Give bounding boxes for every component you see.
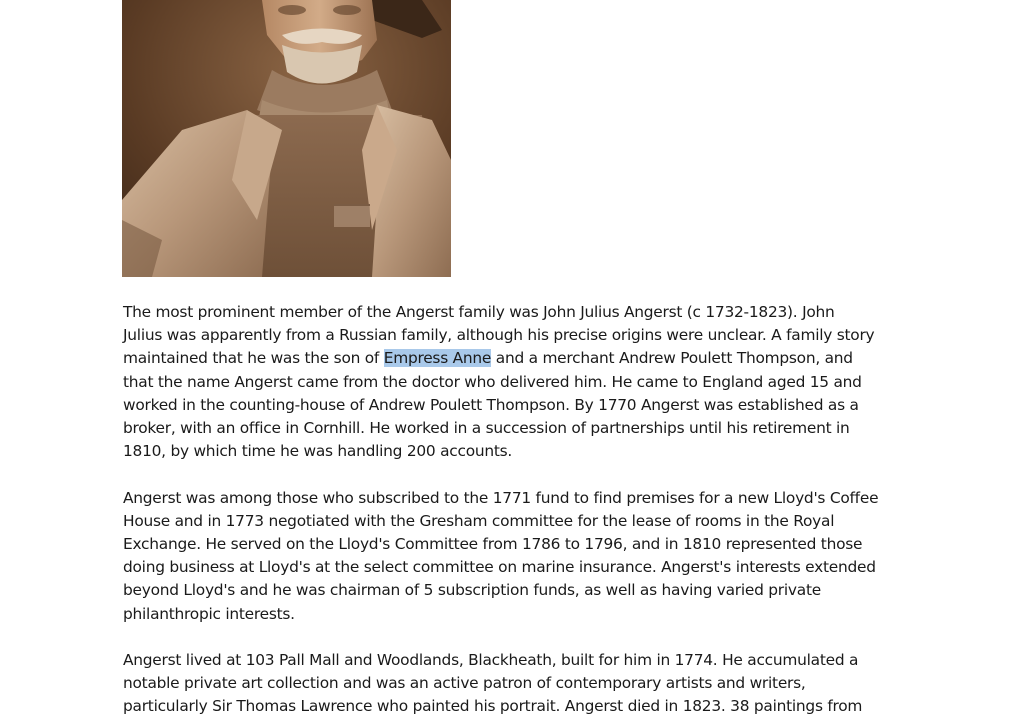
text-line: Angerst lived at 103 Pall Mall and Woodlands, Blackheath, built for him in 1774. He accumulated a — [123, 651, 859, 670]
text-line: broker, with an office in Cornhill. He worked in a succession of partnerships until his retirement in — [123, 419, 850, 438]
text-line: particularly Sir Thomas Lawrence who painted his portrait. Angerst died in 1823. 38 paintings from — [123, 697, 863, 716]
text-line — [123, 347, 923, 370]
text-line: 1810, by which time he was handling 200 accounts. — [123, 442, 513, 461]
text-line: The most prominent member of the Angerst family was John Julius Angerst (c 1732-1823). John — [123, 303, 835, 321]
text-line: beyond Lloyd's and he was chairman of 5 subscription funds, as well as having varied private — [123, 581, 821, 600]
text-line: notable private art collection and was an active patron of contemporary artists and writers, — [123, 674, 806, 693]
portrait-photo — [122, 0, 451, 277]
text-segment: maintained that he was the son of — [123, 349, 384, 368]
portrait-image — [122, 0, 451, 277]
text-line: Julius was apparently from a Russian family, although his precise origins were unclear. A family story — [123, 326, 875, 345]
paragraph-3 — [123, 649, 923, 719]
text-line: House and in 1773 negotiated with the Gresham committee for the lease of rooms in the Royal — [123, 511, 835, 530]
text-line: philanthropic interests. — [123, 604, 295, 623]
text-line: Angerst was among those who subscribed to the 1771 fund to find premises for a new Lloyd's Coffee — [123, 488, 879, 507]
paragraph-2 — [123, 487, 923, 626]
text-line: that the name Angerst came from the doctor who delivered him. He came to England aged 15 and — [123, 372, 862, 391]
text-line: worked in the counting-house of Andrew Poulett Thompson. By 1770 Angerst was established as a — [123, 395, 859, 414]
article-body — [123, 301, 923, 720]
paragraph-1 — [123, 301, 923, 463]
text-line: Exchange. He served on the Lloyd's Committee from 1786 to 1796, and in 1810 represented those — [123, 535, 863, 554]
text-segment: and a merchant Andrew Poulett Thompson, and — [491, 349, 853, 368]
selected-text-highlight[interactable]: Empress Anne — [383, 349, 492, 368]
text-line: doing business at Lloyd's at the select committee on marine insurance. Angerst's interests extended — [123, 558, 876, 577]
